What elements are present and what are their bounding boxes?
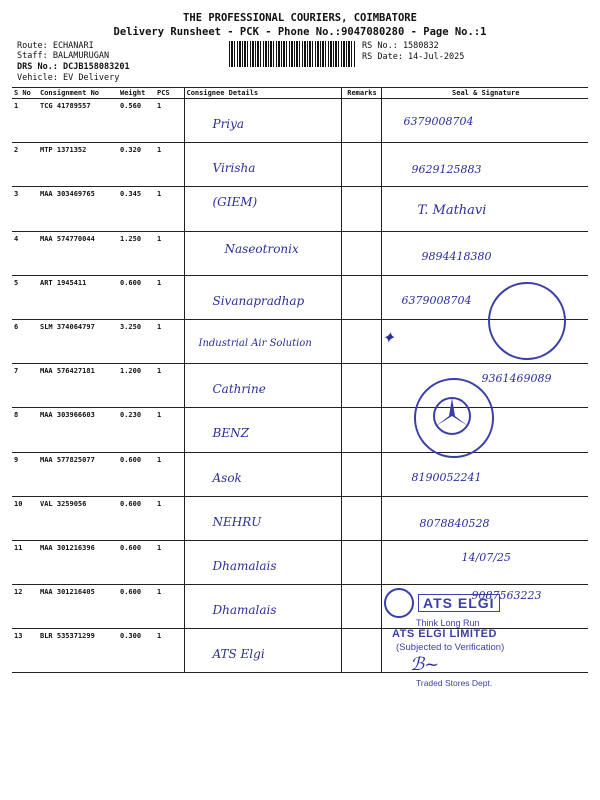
elgi-dept: Traded Stores Dept. xyxy=(416,678,493,688)
row-consignment: MAA 574770044 xyxy=(38,231,118,275)
row-consignee xyxy=(184,319,341,363)
row-remarks xyxy=(341,231,381,275)
row-seal xyxy=(381,452,588,496)
row-remarks xyxy=(341,319,381,363)
row-consignee xyxy=(184,143,341,187)
row-sno: 13 xyxy=(12,629,38,673)
row-consignee xyxy=(184,187,341,231)
row-pcs: 1 xyxy=(155,452,184,496)
route-label: Route: ECHANARI xyxy=(17,41,94,51)
col-seal: Seal & Signature xyxy=(381,88,588,99)
row-weight: 0.560 xyxy=(118,99,155,143)
row-consignee xyxy=(184,452,341,496)
row-seal xyxy=(381,540,588,584)
row-consignment: BLR 535371299 xyxy=(38,629,118,673)
vehicle-label: Vehicle: EV Delivery xyxy=(17,73,120,83)
consignee-handwriting: Naseotronix xyxy=(224,241,299,256)
consignee-handwriting: Industrial Air Solution xyxy=(198,337,312,349)
row-pcs: 1 xyxy=(155,364,184,408)
row-consignment: MTP 1371352 xyxy=(38,143,118,187)
seal-handwriting: 8078840528 xyxy=(419,516,490,530)
row-consignee xyxy=(184,629,341,673)
seal-handwriting: 9361469089 xyxy=(481,372,552,386)
row-consignee xyxy=(184,585,341,629)
row-weight: 0.300 xyxy=(118,629,155,673)
row-consignment: MAA 576427181 xyxy=(38,364,118,408)
row-sno: 2 xyxy=(12,143,38,187)
mercedes-star-icon xyxy=(416,380,488,452)
row-consignee xyxy=(184,231,341,275)
row-remarks xyxy=(341,585,381,629)
company-title: THE PROFESSIONAL COURIERS, COIMBATORE xyxy=(183,12,417,24)
row-remarks xyxy=(341,364,381,408)
runsheet-table xyxy=(12,87,588,673)
row-weight: 0.600 xyxy=(118,585,155,629)
seal-handwriting: 8190052241 xyxy=(411,470,482,484)
row-pcs: 1 xyxy=(155,99,184,143)
barcode-image xyxy=(229,41,356,67)
row-weight: 0.600 xyxy=(118,275,155,319)
row-seal xyxy=(381,231,588,275)
col-sno: S No xyxy=(12,88,38,99)
table-row xyxy=(12,408,588,452)
row-consignment: MAA 301216396 xyxy=(38,540,118,584)
seal-handwriting: T. Mathavi xyxy=(417,203,487,219)
row-weight: 0.600 xyxy=(118,496,155,540)
consignee-handwriting: ATS Elgi xyxy=(212,647,265,662)
consignee-handwriting: BENZ xyxy=(212,426,249,441)
row-weight: 3.250 xyxy=(118,319,155,363)
row-sno: 9 xyxy=(12,452,38,496)
elgi-tagline: Think Long Run xyxy=(416,618,480,628)
row-sno: 6 xyxy=(12,319,38,363)
row-pcs: 1 xyxy=(155,585,184,629)
row-sno: 5 xyxy=(12,275,38,319)
row-consignment: MAA 577825077 xyxy=(38,452,118,496)
consignee-handwriting: Asok xyxy=(212,470,242,485)
elgi-signature: ℬ~ xyxy=(410,654,440,675)
row-weight: 0.600 xyxy=(118,540,155,584)
row-consignee xyxy=(184,540,341,584)
row-remarks xyxy=(341,452,381,496)
row-weight: 0.320 xyxy=(118,143,155,187)
row-pcs: 1 xyxy=(155,319,184,363)
row-consignee xyxy=(184,408,341,452)
drs-number: DRS No.: DCJB158083201 xyxy=(17,62,130,72)
row-seal xyxy=(381,99,588,143)
elgi-logo-text: ATS ELGI xyxy=(418,594,500,612)
consignee-handwriting: Dhamalais xyxy=(212,603,277,618)
col-consignment-no: Consignment No xyxy=(38,88,118,99)
elgi-logo xyxy=(384,588,544,618)
row-seal xyxy=(381,187,588,231)
row-weight: 0.345 xyxy=(118,187,155,231)
row-seal xyxy=(381,496,588,540)
table-row xyxy=(12,540,588,584)
row-sno: 4 xyxy=(12,231,38,275)
row-consignment: SLM 374064797 xyxy=(38,319,118,363)
row-consignee xyxy=(184,99,341,143)
col-pcs: PCS xyxy=(155,88,184,99)
row-remarks xyxy=(341,99,381,143)
row-consignment: VAL 3259056 xyxy=(38,496,118,540)
staff-label: Staff: BALAMURUGAN xyxy=(17,51,110,61)
consignee-handwriting: Cathrine xyxy=(212,382,266,397)
row-remarks xyxy=(341,187,381,231)
row-weight: 0.600 xyxy=(118,452,155,496)
seal-handwriting: 9087563223 xyxy=(471,589,542,603)
ats-elgi-stamp xyxy=(384,588,544,628)
row-consignee xyxy=(184,364,341,408)
consignee-handwriting: Priya xyxy=(212,117,245,131)
row-pcs: 1 xyxy=(155,275,184,319)
runsheet-subtitle: Delivery Runsheet - PCK - Phone No.:9047080280 - Page No.:1 xyxy=(113,26,487,38)
row-consignment: MAA 303469765 xyxy=(38,187,118,231)
col-consignee: Consignee Details xyxy=(184,88,341,99)
row-remarks xyxy=(341,275,381,319)
table-row xyxy=(12,364,588,408)
row-consignment: ART 1945411 xyxy=(38,275,118,319)
row-consignee xyxy=(184,275,341,319)
row-seal xyxy=(381,143,588,187)
col-weight: Weight xyxy=(118,88,155,99)
table-row xyxy=(12,452,588,496)
row-pcs: 1 xyxy=(155,540,184,584)
row-sno: 11 xyxy=(12,540,38,584)
elgi-note: (Subjected to Verification) xyxy=(396,642,505,653)
row-sno: 7 xyxy=(12,364,38,408)
row-weight: 1.250 xyxy=(118,231,155,275)
row-pcs: 1 xyxy=(155,143,184,187)
row-consignment: MAA 303966603 xyxy=(38,408,118,452)
table-header-row xyxy=(12,88,588,99)
table-row xyxy=(12,187,588,231)
seal-handwriting: ✦ xyxy=(381,327,395,347)
row-weight: 1.200 xyxy=(118,364,155,408)
row-pcs: 1 xyxy=(155,496,184,540)
rs-number: RS No.: 1580832 xyxy=(362,41,439,51)
rs-date: RS Date: 14-Jul-2025 xyxy=(362,52,465,62)
row-pcs: 1 xyxy=(155,408,184,452)
seal-handwriting: 14/07/25 xyxy=(461,550,511,564)
benz-seal-stamp xyxy=(414,378,494,458)
seal-handwriting: 9629125883 xyxy=(411,163,482,177)
row-consignment: MAA 301216405 xyxy=(38,585,118,629)
row-weight: 0.230 xyxy=(118,408,155,452)
table-row xyxy=(12,231,588,275)
col-remarks: Remarks xyxy=(341,88,381,99)
consignee-handwriting: NEHRU xyxy=(212,514,262,529)
consignee-handwriting: Dhamalais xyxy=(212,558,277,573)
row-sno: 8 xyxy=(12,408,38,452)
row-remarks xyxy=(341,408,381,452)
seal-handwriting: 6379008704 xyxy=(403,115,474,128)
industrial-air-seal-stamp xyxy=(488,282,566,360)
consignee-handwriting: Sivanapradhap xyxy=(212,293,305,308)
table-row xyxy=(12,143,588,187)
elgi-company: ATS ELGI LIMITED xyxy=(392,628,497,640)
row-consignment: TCG 41789557 xyxy=(38,99,118,143)
row-sno: 12 xyxy=(12,585,38,629)
consignee-handwriting: Virisha xyxy=(212,161,256,176)
table-row xyxy=(12,99,588,143)
row-remarks xyxy=(341,496,381,540)
row-remarks xyxy=(341,143,381,187)
row-pcs: 1 xyxy=(155,629,184,673)
row-sno: 1 xyxy=(12,99,38,143)
row-remarks xyxy=(341,629,381,673)
row-remarks xyxy=(341,540,381,584)
seal-handwriting: 9894418380 xyxy=(421,249,492,263)
row-consignee xyxy=(184,496,341,540)
elgi-emblem-icon xyxy=(384,588,414,618)
seal-handwriting: 6379008704 xyxy=(401,293,472,307)
row-sno: 10 xyxy=(12,496,38,540)
consignee-handwriting: (GIEM) xyxy=(212,195,258,210)
row-sno: 3 xyxy=(12,187,38,231)
row-pcs: 1 xyxy=(155,187,184,231)
row-pcs: 1 xyxy=(155,231,184,275)
table-row xyxy=(12,496,588,540)
